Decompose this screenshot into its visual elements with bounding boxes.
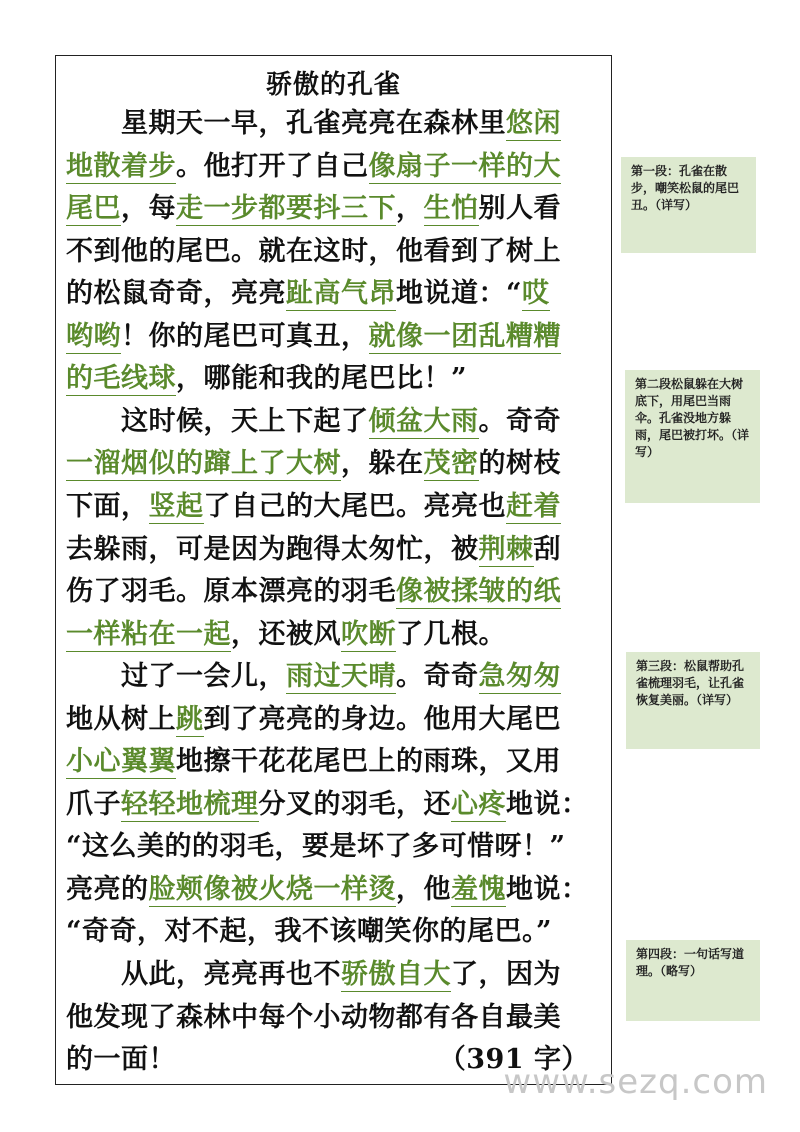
essay-line [66, 783, 606, 827]
highlighted-phrase: 跳 [176, 703, 204, 735]
highlighted-phrase: 就像一团乱糟糟 [368, 320, 561, 352]
highlighted-phrase: 一样粘在一起 [66, 618, 231, 650]
essay-line [66, 825, 606, 869]
highlighted-phrase: 悠闲 [506, 108, 561, 139]
text-segment: 别人看 [478, 193, 561, 225]
essay-line [66, 910, 606, 954]
essay-box [55, 55, 612, 1085]
text-segment: 地说： [506, 873, 589, 905]
essay-line [66, 145, 606, 189]
essay-line [66, 528, 606, 572]
essay-line [66, 102, 606, 146]
essay-line [66, 315, 606, 359]
text-segment: 。奇奇 [478, 405, 561, 437]
highlighted-phrase: 一溜烟似的蹿上了大树 [66, 448, 341, 480]
text-segment: 的一面！ [66, 1044, 176, 1076]
text-segment: ，躲在 [341, 448, 424, 480]
highlighted-phrase: 哎 [522, 278, 550, 310]
highlighted-phrase: 尾巴 [66, 193, 121, 225]
text-segment: ，哪能和我的尾巴比！” [176, 363, 468, 395]
text-segment: “这么美的的羽毛，要是坏了多可惜呀！” [66, 831, 566, 863]
essay-line [66, 485, 606, 529]
highlighted-phrase: 心疼 [451, 788, 506, 820]
note-paragraph-1: 第一段：孔雀在散步，嘲笑松鼠的尾巴丑。（详写） [621, 157, 756, 253]
note-paragraph-4: 第四段：一句话写道理。（略写） [626, 940, 760, 1021]
highlighted-phrase: 雨过天晴 [286, 661, 396, 693]
highlighted-phrase: 小心翼翼 [66, 746, 176, 778]
text-segment: “奇奇，对不起，我不该嘲笑你的尾巴。” [66, 916, 553, 948]
essay-line [66, 187, 606, 231]
highlighted-phrase: 倾盆大雨 [368, 405, 479, 437]
watermark: www.sezq.com [503, 1062, 768, 1102]
text-segment: 下面， [66, 490, 149, 522]
highlighted-phrase: 像扇子一样的大 [368, 150, 561, 182]
highlighted-phrase: 走一步都要抖三下 [176, 193, 396, 225]
highlighted-phrase: 趾高气昂 [286, 278, 396, 310]
highlighted-phrase: 骄傲自大 [341, 959, 451, 990]
essay-line [66, 953, 606, 997]
text-segment: ，每 [121, 193, 176, 225]
essay-line [66, 570, 606, 614]
text-segment: 这时候，天上下起了 [66, 405, 369, 437]
text-segment: ，还被风 [231, 618, 341, 650]
highlighted-phrase: 竖起 [148, 490, 204, 522]
highlighted-phrase: 地散着步 [66, 150, 176, 182]
highlighted-phrase: 生怕 [423, 193, 479, 225]
highlighted-phrase: 吹断 [341, 618, 396, 650]
highlighted-phrase: 像被揉皱的纸 [396, 576, 561, 608]
essay-line [66, 868, 606, 912]
highlighted-phrase: 羞愧 [451, 873, 506, 905]
text-segment: 到了亮亮的身边。他用大尾巴 [203, 703, 561, 735]
essay-line [66, 272, 606, 316]
essay-line [66, 655, 606, 699]
text-segment: ，他 [396, 873, 451, 905]
text-segment: 。奇奇 [396, 661, 479, 693]
highlighted-phrase: 急匆匆 [478, 661, 561, 693]
text-segment: ， [396, 193, 424, 225]
text-segment: 了，因为 [451, 959, 561, 990]
text-segment: 亮亮的 [66, 873, 149, 905]
text-segment: 伤了羽毛。原本漂亮的羽毛 [66, 576, 396, 608]
highlighted-phrase: 哟哟 [66, 320, 121, 352]
note-paragraph-2: 第二段松鼠躲在大树底下，用尾巴当雨伞。孔雀没地方躲雨，尾巴被打坏。（详写） [625, 370, 760, 503]
text-segment: 去躲雨，可是因为跑得太匆忙，被 [66, 533, 479, 565]
text-segment: 爪子 [66, 788, 121, 820]
highlighted-phrase: 的毛线球 [66, 363, 176, 395]
essay-line [66, 740, 606, 784]
highlighted-phrase: 脸颊像被火烧一样烫 [148, 873, 396, 905]
essay-line [66, 996, 606, 1040]
text-segment: 地说道：“ [396, 278, 523, 310]
text-segment: 了几根。 [396, 618, 506, 650]
essay-line [66, 613, 606, 657]
text-segment: 星期天一早，孔雀亮亮在森林里 [66, 108, 506, 139]
essay-line [66, 400, 606, 444]
text-segment: 地说： [506, 788, 589, 820]
highlighted-phrase: 茂密 [423, 448, 479, 480]
essay-line [66, 698, 606, 742]
essay-title: 骄傲的孔雀 [265, 70, 401, 100]
text-segment: 不到他的尾巴。就在这时，他看到了树上 [66, 235, 561, 267]
highlighted-phrase: 轻轻地梳理 [121, 788, 259, 820]
essay-line [66, 357, 606, 401]
word-count: （391 字） [438, 1044, 589, 1076]
text-segment: 。他打开了自己 [176, 150, 369, 182]
note-paragraph-3: 第三段：松鼠帮助孔雀梳理羽毛，让孔雀恢复美丽。（详写） [626, 652, 760, 749]
text-segment: 刮 [533, 533, 561, 565]
text-segment: ！你的尾巴可真丑， [121, 320, 369, 352]
highlighted-phrase: 赶着 [506, 490, 561, 522]
text-segment: 他发现了森林中每个小动物都有各自最美 [66, 1001, 561, 1033]
text-segment: 分叉的羽毛，还 [258, 788, 451, 820]
highlighted-phrase: 荆棘 [478, 533, 534, 565]
text-segment: 了自己的大尾巴。亮亮也 [203, 490, 506, 522]
text-segment: 的树枝 [478, 448, 561, 480]
text-segment: 从此，亮亮再也不 [66, 959, 341, 990]
text-segment: 的松鼠奇奇，亮亮 [66, 278, 286, 310]
text-segment: 地擦干花花尾巴上的雨珠，又用 [176, 746, 561, 778]
text-segment: 地从树上 [66, 703, 176, 735]
essay-line [66, 442, 606, 486]
essay-line [66, 230, 606, 274]
text-segment: 过了一会儿， [66, 661, 286, 693]
